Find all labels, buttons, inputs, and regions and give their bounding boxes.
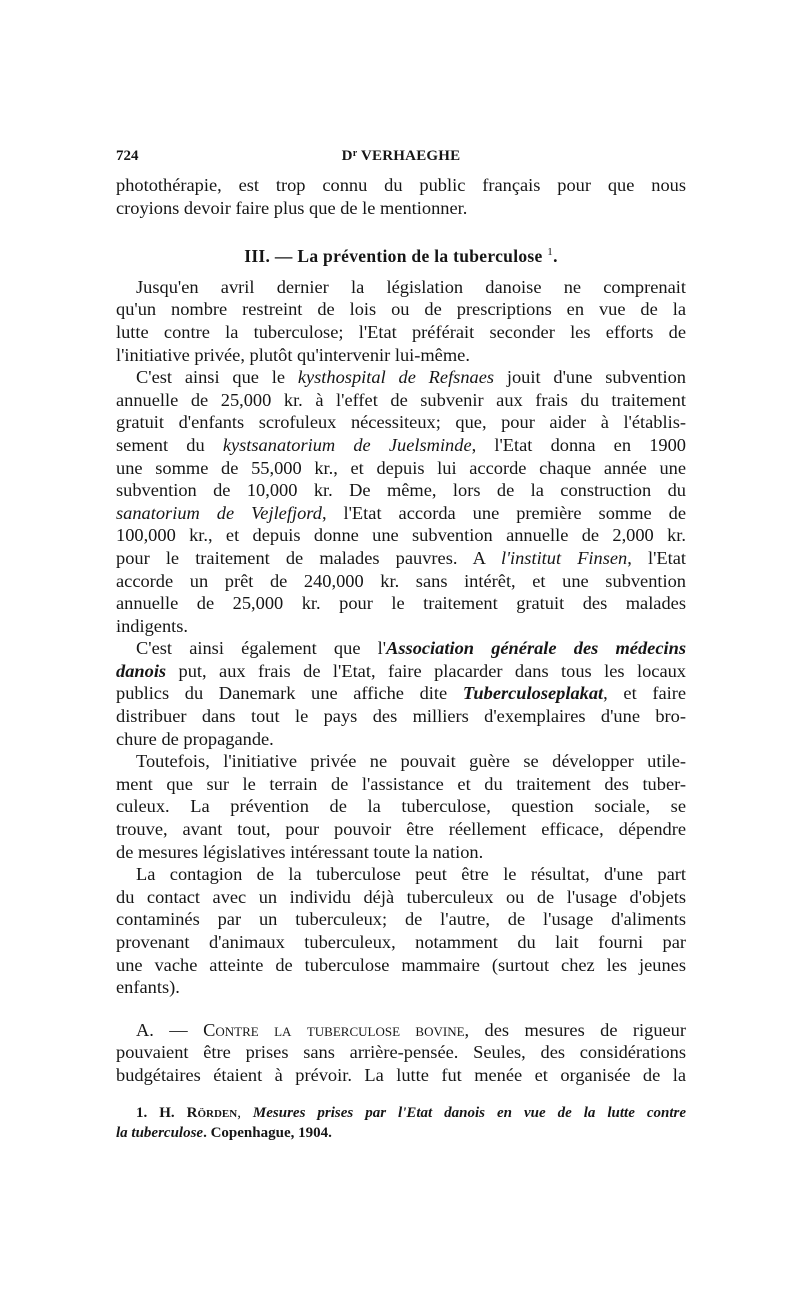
intro-paragraph bbox=[116, 174, 686, 219]
text-line: pour le traitement de malades pauvres. A l'institut Finsen, l'Etat bbox=[116, 547, 687, 568]
paragraph-legislation bbox=[116, 276, 686, 366]
emphasis: sanatorium de Vejlefjord bbox=[116, 502, 322, 523]
text-line: distribuer dans tout le pays des milliers d'exemplaires d'une bro- bbox=[116, 706, 686, 727]
book-page bbox=[116, 148, 686, 1143]
text-line: enfants). bbox=[116, 977, 180, 998]
text-line: annuelle de 25,000 kr. à l'effet de subvenir aux frais du traitement bbox=[116, 389, 686, 410]
footnote-ref: 1 bbox=[547, 246, 554, 259]
text-line: l'initiative privée, plutôt qu'intervenir lui-même. bbox=[116, 344, 470, 365]
text-line: une somme de 55,000 kr., et depuis lui accorde chaque année une bbox=[116, 457, 686, 478]
paragraph-bovine bbox=[116, 1019, 686, 1087]
text-line: contaminés par un tuberculeux; de l'autre, de l'usage d'aliments bbox=[116, 909, 686, 930]
emphasis: Tuberculoseplakat bbox=[462, 683, 604, 704]
text-line: 100,000 kr., et depuis donne une subvention annuelle de 2,000 kr. bbox=[116, 525, 686, 546]
text-line: budgétaires étaient à prévoir. La lutte fut menée et organisée de la bbox=[116, 1064, 686, 1085]
text-line: une vache atteinte de tuberculose mammaire (surtout chez les jeunes bbox=[116, 954, 686, 975]
section-heading: III. — La prévention de la tuberculose $^1$. bbox=[244, 246, 558, 267]
text-line: qu'un nombre restreint de lois ou de prescriptions en vue de la bbox=[116, 299, 686, 320]
paragraph-gap bbox=[116, 999, 686, 1019]
text-line: croyions devoir faire plus que de le mentionner. bbox=[116, 197, 468, 218]
text-line: provenant d'animaux tuberculeux, notamment du lait fourni par bbox=[116, 932, 686, 952]
footnote-line: la tuberculose. Copenhague, 1904. bbox=[116, 1124, 332, 1141]
text-line: publics du Danemark une affiche dite Tuberculoseplakat, et faire bbox=[116, 683, 687, 704]
text-line: subvention de 10,000 kr. De même, lors de la construction du bbox=[116, 480, 686, 501]
footnote-line: 1. H. Rörden, Mesures prises par l'Etat danois en vue de la lutte contre bbox=[136, 1104, 687, 1121]
paragraph-subventions bbox=[116, 366, 686, 637]
emphasis: danois bbox=[116, 660, 167, 681]
page-body bbox=[116, 174, 686, 1143]
emphasis: l'institut Finsen bbox=[500, 547, 628, 568]
text-line: indigents. bbox=[116, 615, 189, 636]
emphasis: kysthospital de Refsnaes bbox=[297, 367, 495, 388]
emphasis: Association générale des médecins bbox=[386, 638, 686, 659]
text-line: ment que sur le terrain de l'assistance et du traitement des tuber- bbox=[116, 773, 686, 794]
text-line: sanatorium de Vejlefjord, l'Etat accorda une première somme de bbox=[116, 502, 686, 523]
paragraph-association bbox=[116, 637, 686, 750]
text-line: Toutefois, l'initiative privée ne pouvait guère se développer utile- bbox=[136, 751, 686, 772]
footnote-title: la tuberculose bbox=[116, 1124, 204, 1141]
emphasis: kystsanatorium de Juelsminde bbox=[222, 434, 472, 455]
text-line: chure de propagande. bbox=[116, 728, 274, 749]
text-line: pouvaient être prises sans arrière-pensée. Seules, des considérations bbox=[116, 1042, 686, 1063]
text-line: de mesures législatives intéressant toute la nation. bbox=[116, 841, 484, 862]
text-line: accorde un prêt de 240,000 kr. sans intérêt, et une subvention bbox=[116, 570, 686, 591]
small-caps-heading: Contre la tuberculose bovine bbox=[203, 1019, 465, 1040]
text-line: sement du kystsanatorium de Juelsminde, l'Etat donna en 1900 bbox=[116, 434, 686, 455]
running-header bbox=[116, 148, 686, 174]
text-line: La contagion de la tuberculose peut être le résultat, d'une part bbox=[136, 864, 686, 885]
page-number: 724 bbox=[116, 148, 139, 164]
text-line: C'est ainsi également que l'Association générale des médecins bbox=[136, 638, 686, 659]
text-line: trouve, avant tout, pour pouvoir être réellement efficace, dépendre bbox=[116, 819, 686, 840]
running-title: $D^r$ VERHAEGHE bbox=[341, 148, 461, 164]
text-line: annuelle de 25,000 kr. pour le traitement gratuit des malades bbox=[116, 593, 686, 614]
footnote bbox=[116, 1103, 686, 1143]
paragraph-initiative bbox=[116, 750, 686, 863]
text-line: photothérapie, est trop connu du public français pour que nous bbox=[116, 175, 686, 195]
text-line: C'est ainsi que le kysthospital de Refsnaes jouit d'une subvention bbox=[136, 367, 686, 388]
text-line: du contact avec un individu déjà tuberculeux ou de l'usage d'objets bbox=[116, 886, 686, 907]
text-line: A. — Contre la tuberculose bovine, des mesures de rigueur bbox=[136, 1019, 687, 1040]
footnote-separator bbox=[116, 1087, 686, 1103]
footnote-title: Mesures prises par l'Etat danois en vue de la lutte contre bbox=[252, 1104, 687, 1121]
text-line: danois put, aux frais de l'Etat, faire placarder dans tous les locaux bbox=[116, 660, 686, 681]
text-line: lutte contre la tuberculose; l'Etat préférait seconder les efforts de bbox=[116, 321, 686, 342]
footnote-author: Rörden bbox=[186, 1104, 238, 1121]
text-line: Jusqu'en avril dernier la législation danoise ne comprenait bbox=[136, 276, 686, 297]
text-line: culeux. La prévention de la tuberculose, question sociale, se bbox=[116, 796, 686, 817]
text-line: gratuit d'enfants scrofuleux nécessiteux; que, pour aider à l'établis- bbox=[116, 412, 686, 433]
paragraph-contagion bbox=[116, 863, 686, 999]
